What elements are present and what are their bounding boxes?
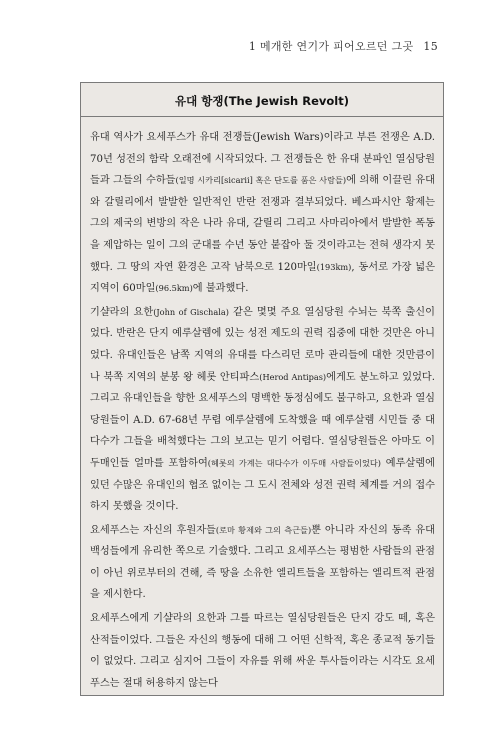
paragraph-text: 기샬라의 요한 [90, 306, 154, 318]
paragraph-text: 요세푸스에게 기샬라의 요한과 그를 따르는 열심당원들은 단지 강도 떼, 혹은 산적들이었다. 그들은 자신의 행동에 대해 그 어떤 신학적, 혹은 종교적 동기들이 없었다. 그리고 심지어 그들이 자유를 위해 싸운 투사들이라는 시각도 요세푸스는 절대 허용하지 않는다 [90, 613, 435, 689]
parenthetical-note: (일명 시카리[sicarii] 혹은 단도를 품은 사람들) [175, 175, 347, 186]
page-number: 15 [423, 40, 438, 53]
box-title: 유대 항쟁(The Jewish Revolt) [175, 94, 349, 108]
parenthetical-note: (헤롯의 가계는 대다수가 이두매 사람들이었다) [207, 457, 382, 468]
box-content [90, 127, 435, 696]
parenthetical-note: (로마 황제와 그의 측근들) [215, 524, 312, 535]
parenthetical-note: (193km) [316, 261, 352, 272]
sidebar-box [80, 82, 444, 696]
parenthetical-note: (Herod Antipas) [259, 371, 327, 382]
running-header [249, 38, 438, 54]
parenthetical-note: (96.5km) [155, 283, 193, 294]
paragraph-text: 예루살렘에 있던 수많은 유대인의 협조 없이는 그 도시 전체와 성전 권력 체계를 거의 접수하지 못했을 것이다. [90, 457, 435, 513]
paragraph-text: 요세푸스는 자신의 후원자들 [90, 524, 216, 536]
paragraph-text: 유대 역사가 요세푸스가 유대 전쟁들(Jewish Wars)이라고 부른 전쟁은 A.D. 70년 성전의 함락 오래전에 시작되었다. 그 전쟁들은 한 유대 분파인 열심당원들과 그들의 수하들 [90, 132, 435, 187]
paragraph [90, 302, 435, 518]
paragraph [90, 520, 435, 606]
paragraph-text: 에게도 분노하고 있었다. 그리고 유대인들을 향한 요세푸스의 명백한 동정심에도 불구하고, 요한과 열심당원들이 A.D. 67-68년 무렵 예루살렘에 도착했을 때 예루살렘 시민들 중 대다수가 그들을 배척했다는 그의 보고는 믿기 어렵다. 열심당원들은 아마도 이두매인들 얼마를 포함하여 [90, 371, 435, 469]
paragraph-text: 뿐 아니라 자신의 동족 유대 백성들에게 유리한 쪽으로 기술했다. 그리고 요세푸스는 평범한 사람들의 관점이 아닌 위로부터의 견해, 즉 땅을 소유한 엘리트들을 포함하는 엘리트적 관점을 제시한다. [90, 524, 435, 601]
parenthetical-note: (John of Gischala) [153, 306, 229, 317]
title-divider [81, 116, 443, 117]
chapter-title: 1 메개한 연기가 피어오르던 그곳 [248, 40, 414, 53]
paragraph-text: 같은 몇몇 주요 열심당원 수뇌는 북쪽 출신이었다. 반란은 단지 예루살렘에 있는 성전 제도의 권력 집중에 대한 것만은 아니었다. 유대인들은 남쪽 지역의 유대를 다스리던 로마 관리들에 대한 것만큼이나 북쪽 지역의 분봉 왕 헤롯 안티파스 [90, 306, 435, 383]
paragraph-text: 에 의해 이끌린 유대와 갈릴리에서 발발한 일반적인 반란 전쟁과 결부되었다. 베스파시안 황제는 그의 제국의 변방의 작은 나라 유대, 갈릴리 그리고 사마리아에서 발발한 폭동을 제압하는 일이 그의 군대를 수년 동안 붙잡아 둘 것이라고는 전혀 생각지 못했다. 그 땅의 자연 환경은 고작 남북으로 120마일 [90, 175, 435, 273]
paragraph [90, 127, 435, 300]
paragraph-text: 에 불과했다. [192, 283, 249, 295]
paragraph-text: , 동서로 가장 넓은 지역이 60마일 [90, 261, 435, 295]
paragraph [90, 608, 435, 694]
